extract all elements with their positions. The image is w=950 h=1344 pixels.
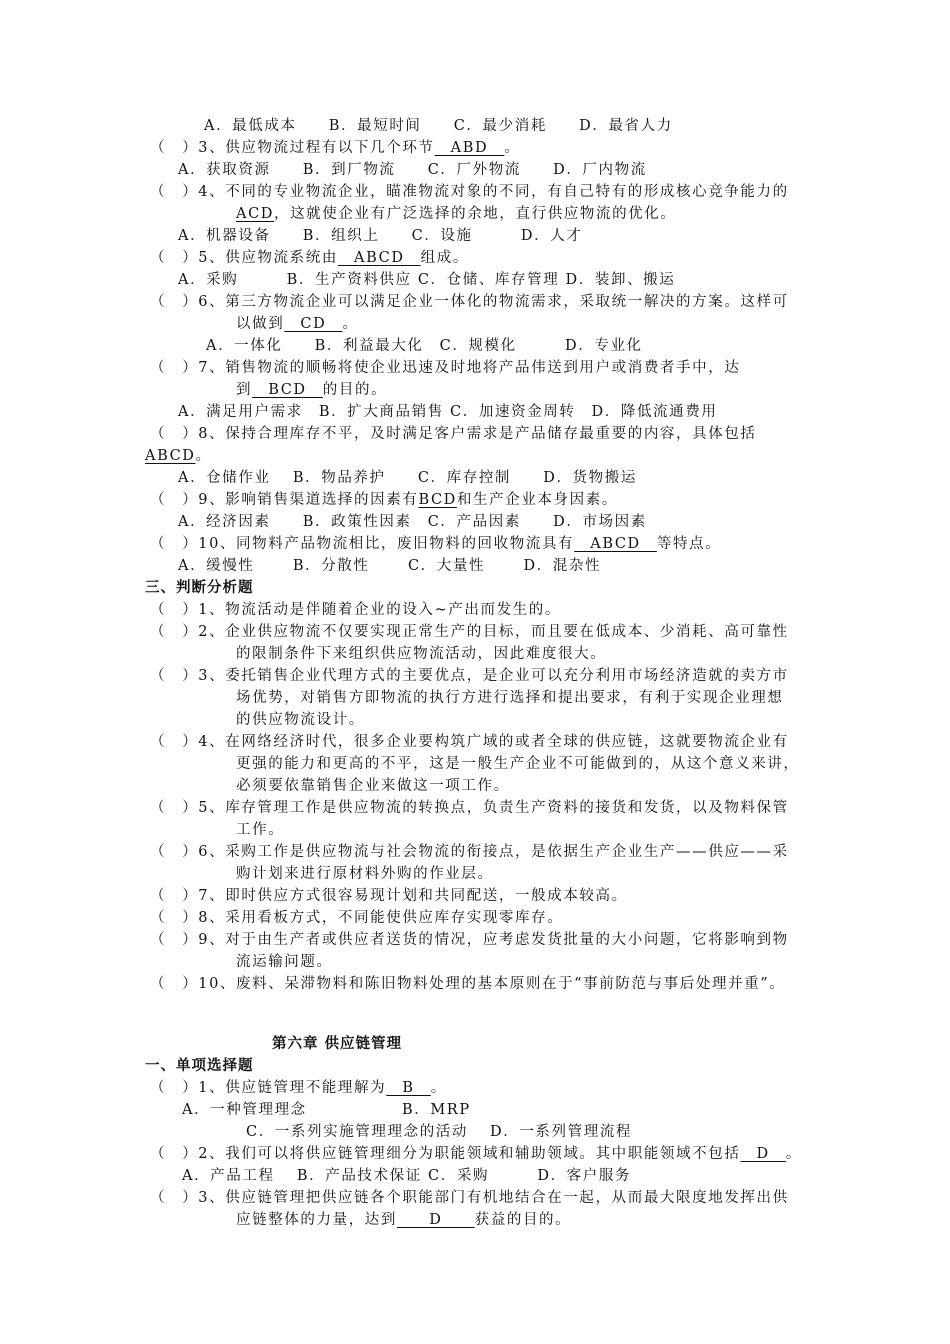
c3-stem-cont: 应链整体的力量，达到 D 获益的目的。 bbox=[236, 1212, 572, 1228]
j8: （ ）8、采用看板方式，不同能使供应库存实现零库存。 bbox=[150, 910, 564, 926]
c3-stem: （ ）3、供应链管理把供应链各个职能部门有机地结合在一起，从而最大限度地发挥出供 bbox=[150, 1190, 789, 1206]
q6-stem-cont: 以做到 CD 。 bbox=[236, 316, 359, 332]
q10-stem: （ ）10、同物料产品物流相比，废旧物料的回收物流具有 ABCD 等特点。 bbox=[150, 536, 722, 552]
j4-cont-1: 更强的能力和更高的不平，这是一般生产企业不可能做到的，从这个意义来讲， bbox=[236, 756, 800, 772]
q5-stem: （ ）5、供应物流系统由 ABCD 组成。 bbox=[150, 250, 469, 266]
j9: （ ）9、对于由生产者或供应者送货的情况，应考虑发货批量的大小问题，它将影响到物 bbox=[150, 932, 789, 948]
chapter-title: 第六章 供应链管理 bbox=[272, 1035, 403, 1052]
j7: （ ）7、即时供应方式很容易现计划和共同配送，一般成本较高。 bbox=[150, 888, 628, 904]
q7-stem-cont: 到 BCD 的目的。 bbox=[236, 382, 388, 398]
c2-options: A．产品工程 B．产品技术保证 C．采购 D．客户服务 bbox=[182, 1168, 632, 1184]
q10-answer: ABCD bbox=[574, 536, 657, 552]
q4-stem: （ ）4、不同的专业物流企业，瞄准物流对象的不同，有自己特有的形成核心竞争能力的 bbox=[150, 184, 789, 200]
j6: （ ）6、采购工作是供应物流与社会物流的衔接点，是依据生产企业生产——供应——采 bbox=[150, 844, 789, 860]
j3-cont-1: 场优势，对销售方即物流的执行方进行选择和提出要求，有利于实现企业理想 bbox=[236, 690, 784, 706]
j3-cont-2: 的供应物流设计。 bbox=[236, 712, 365, 728]
q8-stem-cont: ABCD。 bbox=[145, 448, 212, 464]
j4: （ ）4、在网络经济时代，很多企业要构筑广域的或者全球的供应链，这就要物流企业有 bbox=[150, 734, 789, 750]
q9-answer: BCD bbox=[418, 492, 457, 508]
q4-options: A．机器设备 B．组织上 C．设施 D．人才 bbox=[178, 228, 583, 244]
q5-answer: ABCD bbox=[337, 250, 421, 266]
q4-answer: ACD bbox=[236, 206, 274, 222]
q8-answer: ABCD bbox=[145, 448, 196, 464]
q8-stem: （ ）8、保持合理库存不平，及时满足客户需求是产品储存最重要的内容，具体包括 bbox=[150, 426, 757, 442]
q8-options: A．仓储作业 B．物品养护 C．库存控制 D．货物搬运 bbox=[178, 470, 637, 486]
j3: （ ）3、委托销售企业代理方式的主要优点，是企业可以充分利用市场经济造就的卖方市 bbox=[150, 668, 789, 684]
j10: （ ）10、废料、呆滞物料和陈旧物料处理的基本原则在于“事前防范与事后处理并重”。 bbox=[150, 976, 786, 992]
q9-stem: （ ）9、影响销售渠道选择的因素有BCD和生产企业本身因素。 bbox=[150, 492, 618, 508]
j2-cont: 的限制条件下来组织供应物流活动，因此难度很大。 bbox=[236, 646, 607, 662]
c2-answer: D bbox=[740, 1146, 786, 1162]
j4-cont-2: 必须要依靠销售企业来做这一项工作。 bbox=[236, 778, 510, 794]
section-heading-judgment: 三、判断分析题 bbox=[145, 579, 254, 596]
j5: （ ）5、库存管理工作是供应物流的转换点，负责生产资料的接货和发货，以及物料保管 bbox=[150, 800, 789, 816]
q5-options: A．采购 B．生产资料供应 C．仓储、库存管理 D．装卸、搬运 bbox=[178, 272, 676, 288]
c2-stem: （ ）2、我们可以将供应链管理细分为职能领域和辅助领域。其中职能领域不包括 D 。 bbox=[150, 1146, 802, 1162]
q7-options: A．满足用户需求 B．扩大商品销售 C．加速资金周转 D．降低流通费用 bbox=[178, 404, 718, 420]
q7-answer: BCD bbox=[252, 382, 323, 398]
c1-answer: B bbox=[386, 1080, 431, 1096]
q4-stem-cont: ACD，这就使企业有广泛选择的余地，直行供应物流的优化。 bbox=[236, 206, 677, 222]
c3-answer: D bbox=[397, 1212, 475, 1228]
q6-answer: CD bbox=[284, 316, 343, 332]
document-page: A．最低成本 B．最短时间 C．最少消耗 D．最省人力 （ ）3、供应物流过程有以下几个环节 ABD 。 A．获取资源 B．到厂物流 C．厂外物流 D．厂内物流 （ ）4、不同的专业物流企业，瞄准物流对象的不同，有自己特有的形成核心竞争能力的 ACD，这就使企业有广泛选择的余地，直行供应物流的优化。 A．机器设备 B．组织上 C．设施 D．人才 （ ）5、供应物流系统由 ABCD 组成。 A．采购 B．生产资料供应 C．仓储、库存管理 D．装卸、搬运 （ ）6、第三方物流企业可以满足企业一体化的物流需求，采取统一解决的方案。这样可 以做到 CD 。 A．一体化 B．利益最大化 C．规模化 D．专业化 （ ）7、销售物流的顺畅将使企业迅速及时地将产品伟送到用户或消费者手中，达 到 BCD 的目的。 A．满足用户需求 B．扩大商品销售 C．加速资金周转 D．降低流通费用 （ ）8、保持合理库存不平，及时满足客户需求是产品储存最重要的内容，具体包括 ABCD。 A．仓储作业 B．物品养护 C．库存控制 D．货物搬运 （ ）9、影响销售渠道选择的因素有BCD和生产企业本身因素。 A．经济因素 B．政策性因素 C．产品因素 D．市场因素 （ ）10、同物料产品物流相比，废旧物料的回收物流具有 ABCD 等特点。 A．缓慢性 B．分散性 C．大量性 D．混杂性 三、判断分析题 （ ）1、物流活动是伴随着企业的设入~产出而发生的。 （ ）2、企业供应物流不仅要实现正常生产的目标，而且要在低成本、少消耗、高可靠性 的限制条件下来组织供应物流活动，因此难度很大。 （ ）3、委托销售企业代理方式的主要优点，是企业可以充分利用市场经济造就的卖方市 场优势，对销售方即物流的执行方进行选择和提出要求，有利于实现企业理想 的供应物流设计。 （ ）4、在网络经济时代，很多企业要构筑广域的或者全球的供应链，这就要物流企业有 更强的能力和更高的不平，这是一般生产企业不可能做到的，从这个意义来讲， 必须要依靠销售企业来做这一项工作。 （ ）5、库存管理工作是供应物流的转换点，负责生产资料的接货和发货，以及物料保管 工作。 （ ）6、采购工作是供应物流与社会物流的衔接点，是依据生产企业生产——供应——采 购计划来进行原材料外购的作业层。 （ ）7、即时供应方式很容易现计划和共同配送，一般成本较高。 （ ）8、采用看板方式，不同能使供应库存实现零库存。 （ ）9、对于由生产者或供应者送货的情况，应考虑发货批量的大小问题，它将影响到物 流运输问题。 （ ）10、废料、呆滞物料和陈旧物料处理的基本原则在于“事前防范与事后处理并重”。 第六章 供应链管理 一、单项选择题 （ ）1、供应链管理不能理解为 B 。 A．一种管理理念 B．MRP C．一系列实施管理理念的活动 D．一系列管理流程 （ ）2、我们可以将供应链管理细分为职能领域和辅助领域。其中职能领域不包括 D 。 A．产品工程 B．产品技术保证 C．采购 D．客户服务 （ ）3、供应链管理把供应链各个职能部门有机地结合在一起，从而最大限度地发挥出供 应链整体的力量，达到 D 获益的目的。 bbox=[145, 118, 802, 1228]
q6-options: A．一体化 B．利益最大化 C．规模化 D．专业化 bbox=[206, 338, 643, 354]
q3-answer: ABD bbox=[434, 140, 505, 156]
section-heading-single-choice: 一、单项选择题 bbox=[145, 1057, 254, 1074]
q9-options: A．经济因素 B．政策性因素 C．产品因素 D．市场因素 bbox=[178, 514, 647, 530]
c1-stem: （ ）1、供应链管理不能理解为 B 。 bbox=[150, 1080, 447, 1096]
j9-cont: 流运输问题。 bbox=[236, 954, 333, 970]
q7-stem: （ ）7、销售物流的顺畅将使企业迅速及时地将产品伟送到用户或消费者手中，达 bbox=[150, 360, 741, 376]
q10-options: A．缓慢性 B．分散性 C．大量性 D．混杂性 bbox=[178, 558, 602, 574]
j5-cont: 工作。 bbox=[236, 822, 285, 838]
q3-stem: （ ）3、供应物流过程有以下几个环节 ABD 。 bbox=[150, 140, 521, 156]
q6-stem: （ ）6、第三方物流企业可以满足企业一体化的物流需求，采取统一解决的方案。这样可 bbox=[150, 294, 789, 310]
q2-options: A．最低成本 B．最短时间 C．最少消耗 D．最省人力 bbox=[204, 118, 673, 134]
j1: （ ）1、物流活动是伴随着企业的设入~产出而发生的。 bbox=[150, 602, 561, 618]
q3-options: A．获取资源 B．到厂物流 C．厂外物流 D．厂内物流 bbox=[178, 162, 647, 178]
j6-cont: 购计划来进行原材料外购的作业层。 bbox=[236, 866, 494, 882]
j2: （ ）2、企业供应物流不仅要实现正常生产的目标，而且要在低成本、少消耗、高可靠性 bbox=[150, 624, 789, 640]
